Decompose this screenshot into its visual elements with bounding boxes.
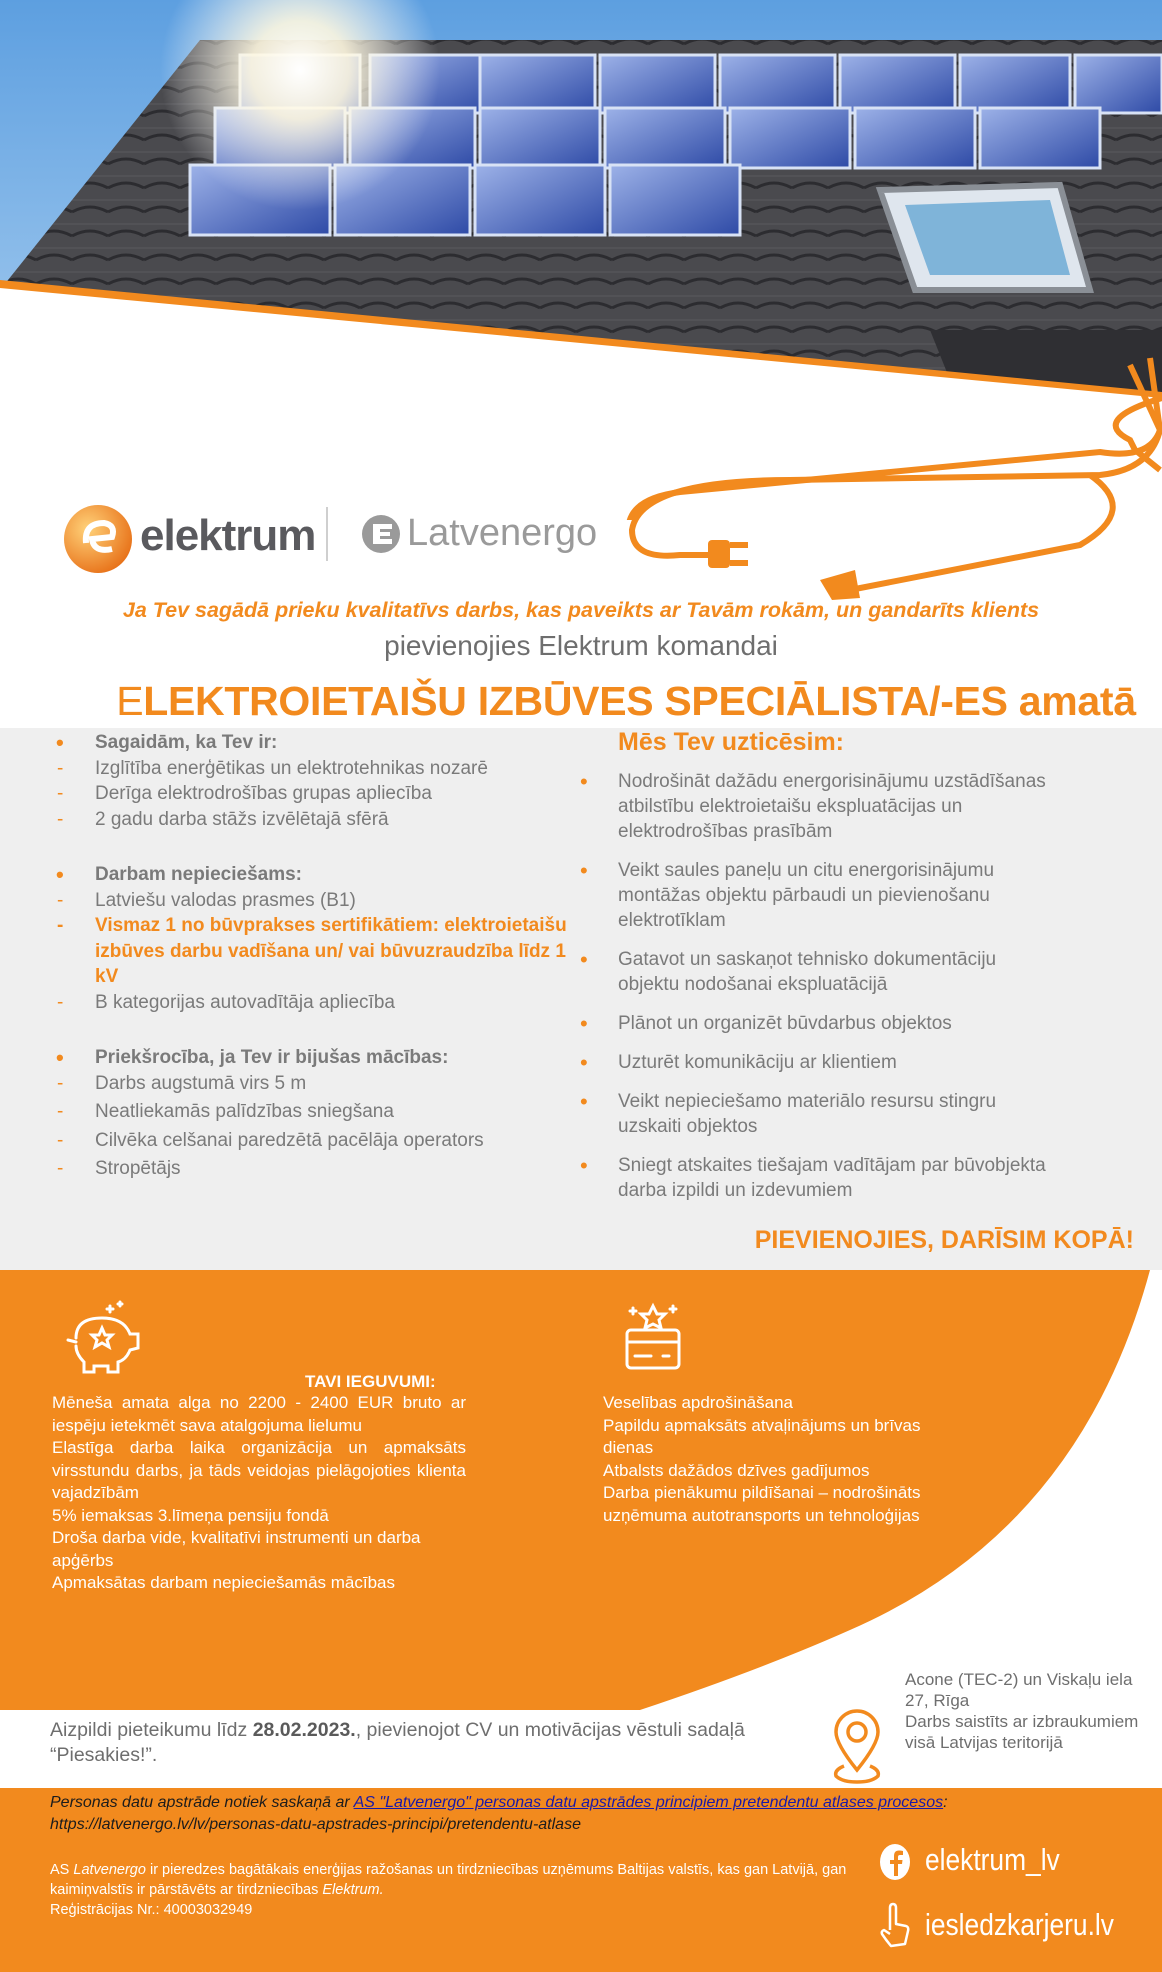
list-item: - Izglītība enerģētikas un elektrotehnikas nozarē xyxy=(50,756,570,782)
benefit-item: Darba pienākumu pildīšanai – nodrošināts uzņēmuma autotransports un tehnoloģijas xyxy=(603,1483,921,1525)
latvenergo-logo-icon xyxy=(361,514,401,554)
req-heading-2: • Darbam nepieciešams: xyxy=(50,862,570,888)
location-pin-icon xyxy=(832,1708,882,1786)
duties-heading: Mēs Tev uzticēsim: xyxy=(618,728,845,756)
latvenergo-logo-text: Latvenergo xyxy=(407,512,598,554)
list-item: • Gatavot un saskaņot tehnisko dokumentāciju objektu nodošanai ekspluatācijā xyxy=(580,947,1060,997)
privacy-url: https://latvenergo.lv/lv/personas-datu-apstrades-principi/pretendentu-atlase xyxy=(50,1816,581,1833)
about-brand: Elektrum. xyxy=(322,1882,384,1898)
privacy-text: Personas datu apstrāde notiek saskaņā ar xyxy=(50,1794,354,1811)
company-about xyxy=(50,1860,910,1920)
career-website[interactable]: iesledzkarjeru.lv xyxy=(925,1907,1114,1942)
benefit-item: Apmaksātas darbam nepieciešamās mācības xyxy=(52,1573,395,1592)
hand-pointer-icon[interactable] xyxy=(878,1900,912,1950)
privacy-notice xyxy=(50,1792,1120,1836)
list-item: • Veikt saules paneļu un citu energorisinājumu montāžas objektu pārbaudi un pievienošanu elektrotīklam xyxy=(580,858,1060,933)
about-company: Latvenergo xyxy=(73,1862,146,1878)
list-item: - Latviešu valodas prasmes (B1) xyxy=(50,888,570,914)
list-item: - Derīga elektrodrošības grupas apliecība xyxy=(50,781,570,807)
list-item: • Plānot un organizēt būvdarbus objektos xyxy=(580,1011,1060,1036)
benefit-item: Papildu apmaksāts atvaļinājums un brīvas dienas xyxy=(603,1415,921,1457)
logo-divider xyxy=(326,507,328,561)
facebook-handle[interactable]: elektrum_lv xyxy=(925,1842,1060,1877)
duties-section xyxy=(580,730,1060,1217)
requirements-list xyxy=(50,730,570,1182)
job-title-first-letter: E xyxy=(116,678,144,724)
elektrum-logo xyxy=(62,503,316,575)
list-item: • Nodrošināt dažādu energorisinājumu uzstādīšanas atbilstību elektroietaišu ekspluatācijas un elektrodrošības prasībām xyxy=(580,769,1060,844)
call-to-action: PIEVIENOJIES, DARĪSIM KOPĀ! xyxy=(754,1226,1134,1254)
apply-text-after: , pievienojot CV un motivācijas vēstuli sadaļā “Piesakies!”. xyxy=(50,1719,745,1766)
tagline: Ja Tev sagādā prieku kvalitatīvs darbs, kas paveikts ar Tavām rokām, un gandarīts klients xyxy=(122,598,1040,622)
cable-plug-decoration xyxy=(620,330,1162,600)
elektrum-logo-text: elektrum xyxy=(140,511,316,560)
benefit-item: Elastīga darba laika organizācija un apmaksāts virsstundu darbs, ja tāds veidojas pielāgojoties klienta vajadzībām xyxy=(52,1438,466,1502)
card-star-icon xyxy=(623,1302,685,1372)
apply-text-before: Aizpildi pieteikumu līdz xyxy=(50,1719,253,1741)
benefits-right-list xyxy=(603,1392,943,1527)
list-item: • Uzturēt komunikāciju ar klientiem xyxy=(580,1050,1060,1075)
req-heading-3: • Priekšrocība, ja Tev ir bijušas mācības: xyxy=(50,1045,570,1071)
benefit-item: Droša darba vide, kvalitatīvi instrumenti un darba apģērbs xyxy=(52,1528,421,1570)
benefit-item: Veselības apdrošināšana xyxy=(603,1393,793,1412)
list-item: - 2 gadu darba stāžs izvēlētajā sfērā xyxy=(50,807,570,833)
list-item-highlight: - Vismaz 1 no būvprakses sertifikātiem: elektroietaišu izbūves darbu vadīšana un/ vai būvuzraudzība līdz 1 kV xyxy=(50,913,570,990)
job-title xyxy=(0,678,1162,725)
list-item: - Neatliekamās palīdzības sniegšana xyxy=(50,1099,570,1125)
piggy-bank-icon xyxy=(62,1298,144,1378)
privacy-link[interactable]: AS "Latvenergo" personas datu apstrādes principiem pretendentu atlases procesos xyxy=(353,1794,944,1811)
elektrum-logo-icon xyxy=(62,503,134,575)
benefit-item: Mēneša amata alga no 2200 - 2400 EUR bruto ar iespēju ietekmēt sava atalgojuma lielumu xyxy=(52,1393,466,1435)
benefit-item: 5% iemaksas 3.līmeņa pensiju fondā xyxy=(52,1505,329,1525)
req-heading-1: • Sagaidām, ka Tev ir: xyxy=(50,730,570,756)
apply-instructions xyxy=(50,1718,750,1768)
benefit-item: Atbalsts dažādos dzīves gadījumos xyxy=(603,1460,870,1480)
benefits-left-list xyxy=(52,1392,466,1595)
about-pre: AS xyxy=(50,1862,74,1878)
list-item: - Stropētājs xyxy=(50,1156,570,1182)
privacy-colon: : xyxy=(943,1794,948,1811)
apply-deadline: 28.02.2023. xyxy=(252,1719,356,1741)
location-address: Acone (TEC-2) un Viskaļu iela 27, Rīga xyxy=(905,1670,1133,1710)
subtitle: pievienojies Elektrum komandai xyxy=(384,630,778,661)
latvenergo-logo xyxy=(360,508,600,568)
list-item: - Darbs augstumā virs 5 m xyxy=(50,1071,570,1097)
benefits-heading: TAVI IEGUVUMI: xyxy=(305,1372,436,1391)
job-title-rest: LEKTROIETAIŠU IZBŪVES SPECIĀLISTA/-ES amatā xyxy=(143,678,1136,724)
about-mid: ir pieredzes bagātākais enerģijas ražošanas un tirdzniecības uzņēmums Baltijas valstīs, kas gan Latvijā, gan kaimiņvalstīs ir pārstāvēts ar tirdzniecības xyxy=(50,1862,847,1898)
list-item: - Cilvēka celšanai paredzētā pacēlāja operators xyxy=(50,1128,570,1154)
registration-number: Reģistrācijas Nr.: 40003032949 xyxy=(50,1902,253,1918)
list-item: • Veikt nepieciešamo materiālo resursu stingru uzskaiti objektos xyxy=(580,1089,1060,1139)
list-item: - B kategorijas autovadītāja apliecība xyxy=(50,990,570,1016)
duties-list xyxy=(580,769,1060,1203)
facebook-icon[interactable] xyxy=(878,1842,912,1882)
list-item: • Sniegt atskaites tiešajam vadītājam par būvobjekta darba izpildi un izdevumiem xyxy=(580,1153,1060,1203)
location-travel: Darbs saistīts ar izbraukumiem visā Latvijas teritorijā xyxy=(905,1712,1139,1752)
job-location xyxy=(905,1669,1155,1753)
